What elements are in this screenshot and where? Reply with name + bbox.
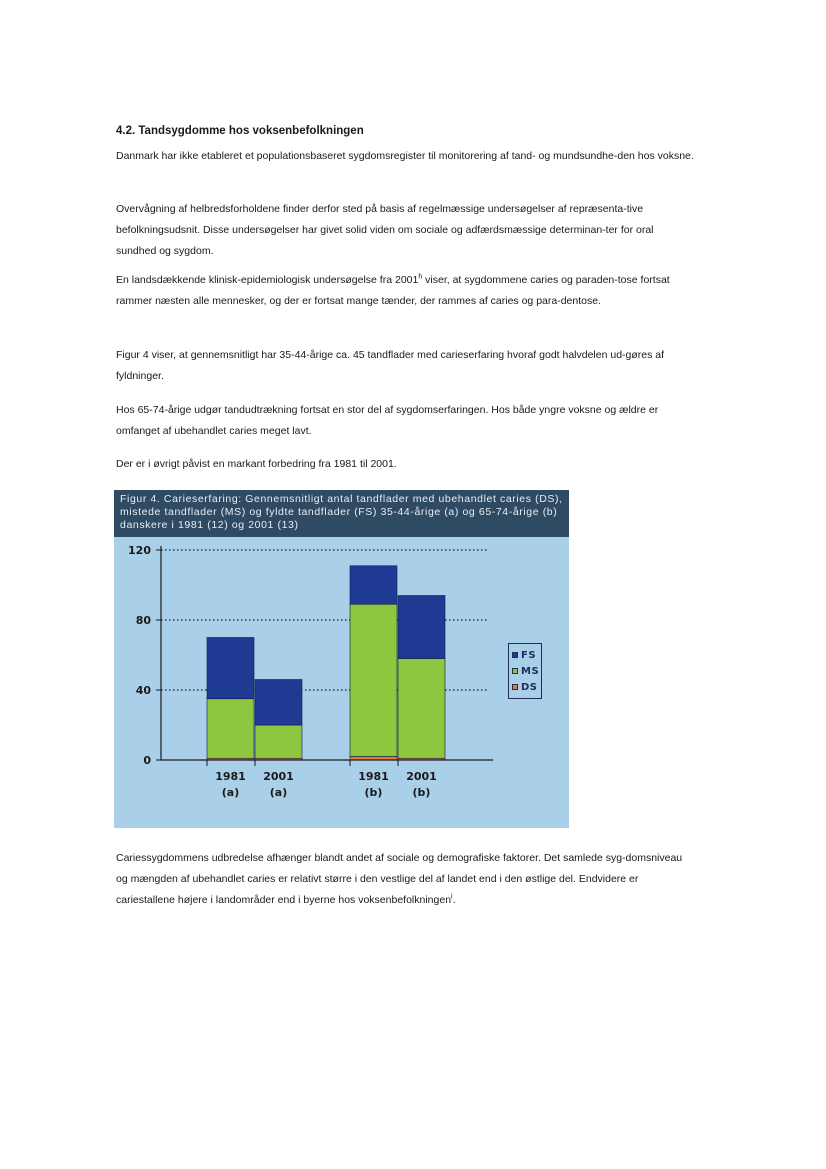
legend-item-ds	[512, 680, 538, 694]
paragraph-7-text: Cariessygdommens udbredelse afhænger blandt andet af sociale og demografiske faktorer. Det samlede syg-domsniveau og mængden af ubehandlet caries er relativt større i den vestlige del af landet end i den østlige del. Endvidere er cariestallene højere i landområder end i byerne hos voksenbefolkningen	[116, 852, 683, 906]
chart-area	[114, 537, 569, 828]
bar-fs-2001-b	[398, 596, 445, 659]
bar-ms-2001-b	[398, 659, 445, 759]
paragraph-6: Der er i øvrigt påvist en markant forbedring fra 1981 til 2001.	[116, 458, 397, 470]
paragraph-7-text-end: .	[452, 894, 456, 906]
bar-ms-1981-b	[350, 604, 397, 756]
legend-item-ms	[512, 664, 539, 678]
bar-ms-2001-a	[255, 725, 302, 758]
figure-4	[114, 490, 569, 828]
section-heading: 4.2. Tandsygdomme hos voksenbefolkningen	[116, 125, 364, 137]
paragraph-2: Overvågning af helbredsforholdene finder derfor sted på basis af regelmæssige undersøgelser af repræsenta-tive befolkningsudsnit. Disse undersøgelser har givet solid viden om sociale og adfærdsmæssige determinan-ter for oral sundhed og sygdom.	[116, 203, 654, 257]
paragraph-1: Danmark har ikke etableret et populationsbaseret sygdomsregister til monitorering af tand- og mundsundhe-den hos voksne.	[116, 150, 694, 162]
x-tick-label-year: 2001	[406, 770, 437, 783]
legend-item-fs	[512, 648, 536, 662]
legend-label-ds: DS	[521, 681, 538, 693]
legend-swatch-ms	[512, 668, 518, 674]
bar-fs-1981-b	[350, 566, 397, 605]
paragraph-4: Figur 4 viser, at gennemsnitligt har 35-44-årige ca. 45 tandflader med carieserfaring hvoraf godt halvdelen ud-gøres af fyldninger.	[116, 349, 665, 382]
paragraph-7	[116, 848, 696, 911]
chart-legend	[508, 643, 542, 699]
y-tick-label-120: 120	[128, 544, 151, 557]
paragraph-3	[116, 270, 696, 312]
stacked-bar-chart	[114, 537, 569, 828]
x-tick-label-year: 1981	[358, 770, 389, 783]
x-tick-label-year: 2001	[263, 770, 294, 783]
x-tick-label-group: (a)	[221, 786, 240, 799]
figure-caption: Figur 4. Carieserfaring: Gennemsnitligt antal tandflader med ubehandlet caries (DS), mistede tandflader (MS) og fyldte tandflader (FS) 35-44-årige (a) og 65-74-årige (b) danskere i 1981 (12) og 2001 (13)	[114, 490, 569, 537]
bar-ms-1981-a	[207, 699, 254, 759]
x-tick-label-group: (b)	[412, 786, 431, 799]
paragraph-5: Hos 65-74-årige udgør tandudtrækning fortsat en stor del af sygdomserfaringen. Hos både yngre voksne og ældre er omfanget af ubehandlet caries meget lavt.	[116, 404, 659, 437]
paragraph-3-text-end: viser, at sygdommene caries og paraden-tose fortsat rammer næsten alle mennesker, og der er fortsat mange tænder, der rammes af caries og para-dentose.	[116, 274, 670, 307]
footnote-marker-i: i	[451, 893, 453, 901]
y-tick-label-40: 40	[135, 684, 151, 697]
x-tick-label-group: (b)	[364, 786, 383, 799]
legend-swatch-ds	[512, 684, 518, 690]
legend-label-fs: FS	[521, 649, 537, 661]
legend-swatch-fs	[512, 652, 518, 658]
x-tick-label-group: (a)	[269, 786, 288, 799]
y-tick-label-0: 0	[143, 754, 151, 767]
bar-fs-2001-a	[255, 680, 302, 726]
footnote-marker-h: h	[418, 273, 423, 281]
paragraph-3-text-start: En landsdækkende klinisk-epidemiologisk undersøgelse fra 2001	[116, 274, 419, 286]
y-tick-label-80: 80	[135, 614, 151, 627]
legend-label-ms: MS	[521, 665, 540, 677]
bar-fs-1981-a	[207, 638, 254, 699]
x-tick-label-year: 1981	[215, 770, 246, 783]
